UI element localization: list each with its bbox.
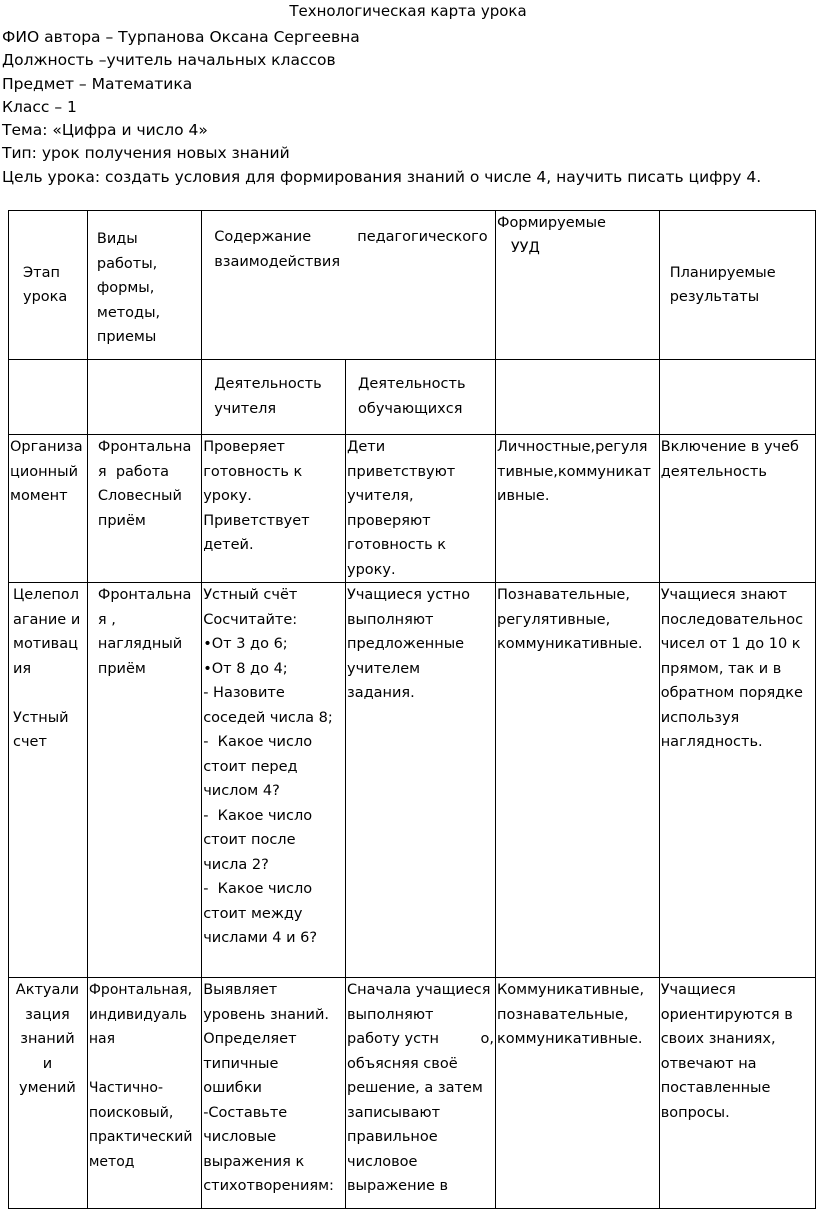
header-results: Планируемые результаты bbox=[659, 211, 815, 360]
document-title: Технологическая карта урока bbox=[289, 2, 527, 20]
subject-line: Предмет – Математика bbox=[2, 74, 193, 93]
table-row bbox=[9, 978, 816, 1209]
goal-line: Цель урока: создать условия для формирования знаний о числе 4, научить писать цифру 4. bbox=[2, 167, 762, 186]
lesson-meta bbox=[2, 26, 761, 189]
kinds-cell: Фронтальна я работа Словесный приём bbox=[87, 435, 201, 583]
position-line: Должность –учитель начальных классов bbox=[2, 51, 336, 70]
table-row bbox=[9, 583, 816, 978]
students-cell: Дети приветствуют учителя, проверяют готовность к уроку. bbox=[346, 435, 496, 583]
teacher-cell: Устный счёт Сосчитайте: •От 3 до 6; •От 8 до 4; - Назовите соседей числа 8; - Какое число стоит перед числом 4? - Какое число стоит после числа 2? - Какое число стоит между числами 4 и 6? bbox=[202, 583, 346, 978]
stage-cell: Организа ционный момент bbox=[9, 435, 88, 583]
results-cell: Учащиеся знают последовательнос чисел от 1 до 10 к прямом, так и в обратном порядке используя наглядность. bbox=[659, 583, 815, 978]
kinds-cell: Фронтальна я , наглядный приём bbox=[87, 583, 201, 978]
students-cell: Учащиеся устно выполняют предложенные учителем задания. bbox=[346, 583, 496, 978]
header-uud: Формируемые УУД bbox=[496, 211, 660, 360]
students-cell: Сначала учащиеся выполняют работу устн о, объясняя своё решение, а затем записывают правильное числовое выражение в bbox=[346, 978, 496, 1209]
author-line: ФИО автора – Турпанова Оксана Сергеевна bbox=[2, 28, 360, 46]
header-content: Содержание педагогического взаимодействия bbox=[202, 211, 496, 360]
results-cell: Включение в учеб деятельность bbox=[659, 435, 815, 583]
header-stage: Этап урока bbox=[9, 211, 88, 360]
stage-cell: Актуали зация знаний и умений bbox=[9, 978, 88, 1209]
topic-line: Тема: «Цифра и число 4» bbox=[2, 121, 208, 140]
lesson-table bbox=[8, 210, 816, 1209]
subheader-empty-uud bbox=[496, 360, 660, 435]
stage-cell: Целепол агание и мотивац ия Устный счет bbox=[9, 583, 88, 978]
grade-line: Класс – 1 bbox=[2, 97, 77, 116]
teacher-cell: Проверяет готовность к уроку. Приветствует детей. bbox=[202, 435, 346, 583]
teacher-cell: Выявляет уровень знаний. Определяет типичные ошибки -Составьте числовые выражения к стихотворениям: bbox=[202, 978, 346, 1209]
header-teacher: Деятельность учителя bbox=[202, 360, 346, 435]
results-cell: Учащиеся ориентируются в своих знаниях, отвечают на поставленные вопросы. bbox=[659, 978, 815, 1209]
subheader-empty-kinds bbox=[87, 360, 201, 435]
subheader-row bbox=[9, 360, 816, 435]
uud-cell: Познавательные, регулятивные, коммуникативные. bbox=[496, 583, 660, 978]
table-row bbox=[9, 435, 816, 583]
type-line: Тип: урок получения новых знаний bbox=[2, 144, 290, 163]
header-students: Деятельность обучающихся bbox=[346, 360, 496, 435]
subheader-empty-stage bbox=[9, 360, 88, 435]
uud-cell: Личностные,регуля тивные,коммуникат ивные. bbox=[496, 435, 660, 583]
kinds-cell: Фронтальная, индивидуаль ная Частично- поисковый, практический метод bbox=[87, 978, 201, 1209]
header-row bbox=[9, 211, 816, 360]
header-kinds: Виды работы, формы, методы, приемы bbox=[87, 211, 201, 360]
uud-cell: Коммуникативные, познавательные, коммуникативные. bbox=[496, 978, 660, 1209]
subheader-empty-results bbox=[659, 360, 815, 435]
